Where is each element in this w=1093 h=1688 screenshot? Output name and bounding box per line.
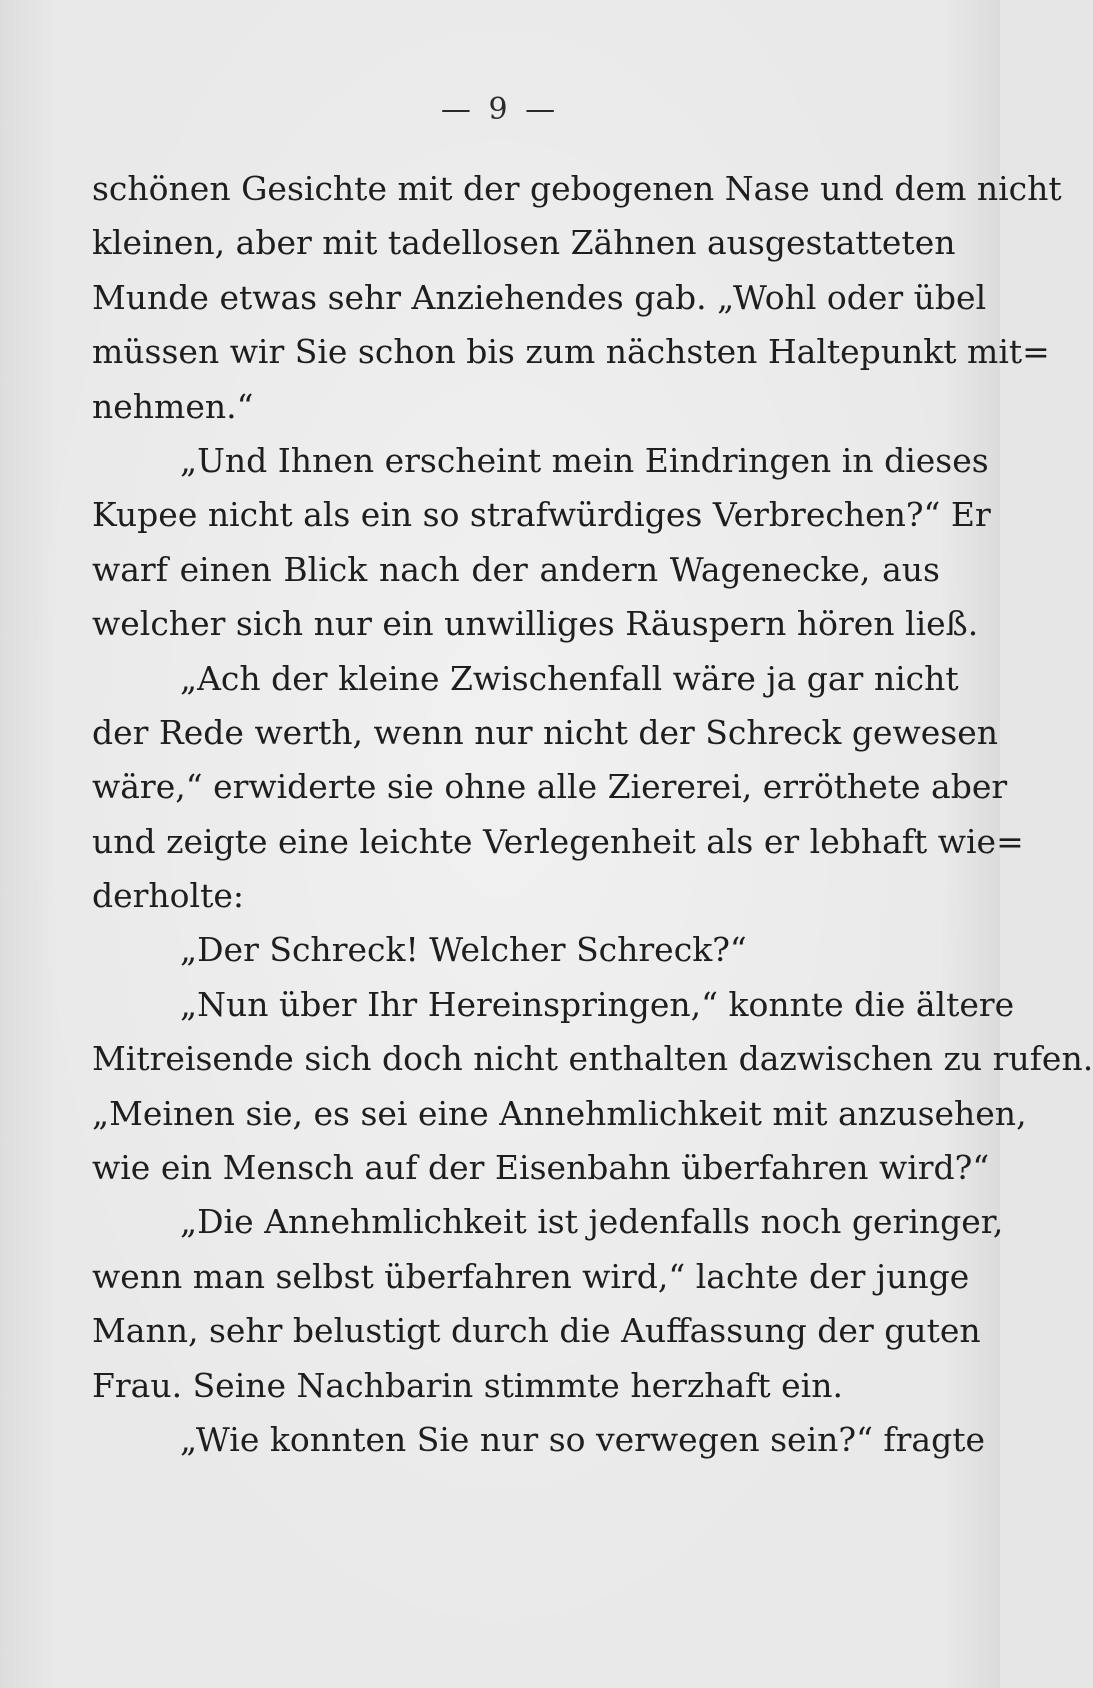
text-line: welcher sich nur ein unwilliges Räuspern hören ließ. xyxy=(92,604,979,644)
text-line: „Wie konnten Sie nur so verwegen sein?“ fragte xyxy=(180,1419,986,1459)
text-line: derholte: xyxy=(92,876,245,916)
text-line: „Ach der kleine Zwischenfall wäre ja gar nicht xyxy=(180,658,959,698)
text-line: wäre,“ erwiderte sie ohne alle Ziererei, erröthete aber xyxy=(92,767,1008,807)
text-line: Mitreisende sich doch nicht enthalten dazwischen zu rufen. xyxy=(92,1039,1093,1079)
text-line: wie ein Mensch auf der Eisenbahn überfahren wird?“ xyxy=(92,1148,990,1188)
page-number: — 9 — xyxy=(440,92,560,127)
text-line: Mann, sehr belustigt durch die Auffassung der guten xyxy=(92,1311,981,1351)
text-line: „Und Ihnen erscheint mein Eindringen in dieses xyxy=(180,440,989,480)
text-line: wenn man selbst überfahren wird,“ lachte der junge xyxy=(92,1256,970,1296)
text-line: Frau. Seine Nachbarin stimmte herzhaft ein. xyxy=(92,1365,843,1405)
text-line: „Meinen sie, es sei eine Annehmlichkeit mit anzusehen, xyxy=(92,1093,1027,1133)
text-line: der Rede werth, wenn nur nicht der Schreck gewesen xyxy=(92,712,999,752)
text-line: „Nun über Ihr Hereinspringen,“ konnte die ältere xyxy=(180,984,1015,1024)
body-text xyxy=(92,162,1093,1467)
text-line: Munde etwas sehr Anziehendes gab. „Wohl oder übel xyxy=(92,277,987,317)
text-line: Kupee nicht als ein so strafwürdiges Verbrechen?“ Er xyxy=(92,495,991,535)
text-line: warf einen Blick nach der andern Wagenecke, aus xyxy=(92,549,940,589)
text-line: müssen wir Sie schon bis zum nächsten Haltepunkt mit= xyxy=(92,332,1050,372)
text-line: „Die Annehmlichkeit ist jedenfalls noch geringer, xyxy=(180,1202,1004,1242)
text-line: schönen Gesichte mit der gebogenen Nase und dem nicht xyxy=(92,169,1062,208)
text-line: und zeigte eine leichte Verlegenheit als er lebhaft wie= xyxy=(92,821,1024,861)
text-line: kleinen, aber mit tadellosen Zähnen ausgestatteten xyxy=(92,223,956,263)
text-line: „Der Schreck! Welcher Schreck?“ xyxy=(180,930,747,970)
text-line: nehmen.“ xyxy=(92,386,254,426)
